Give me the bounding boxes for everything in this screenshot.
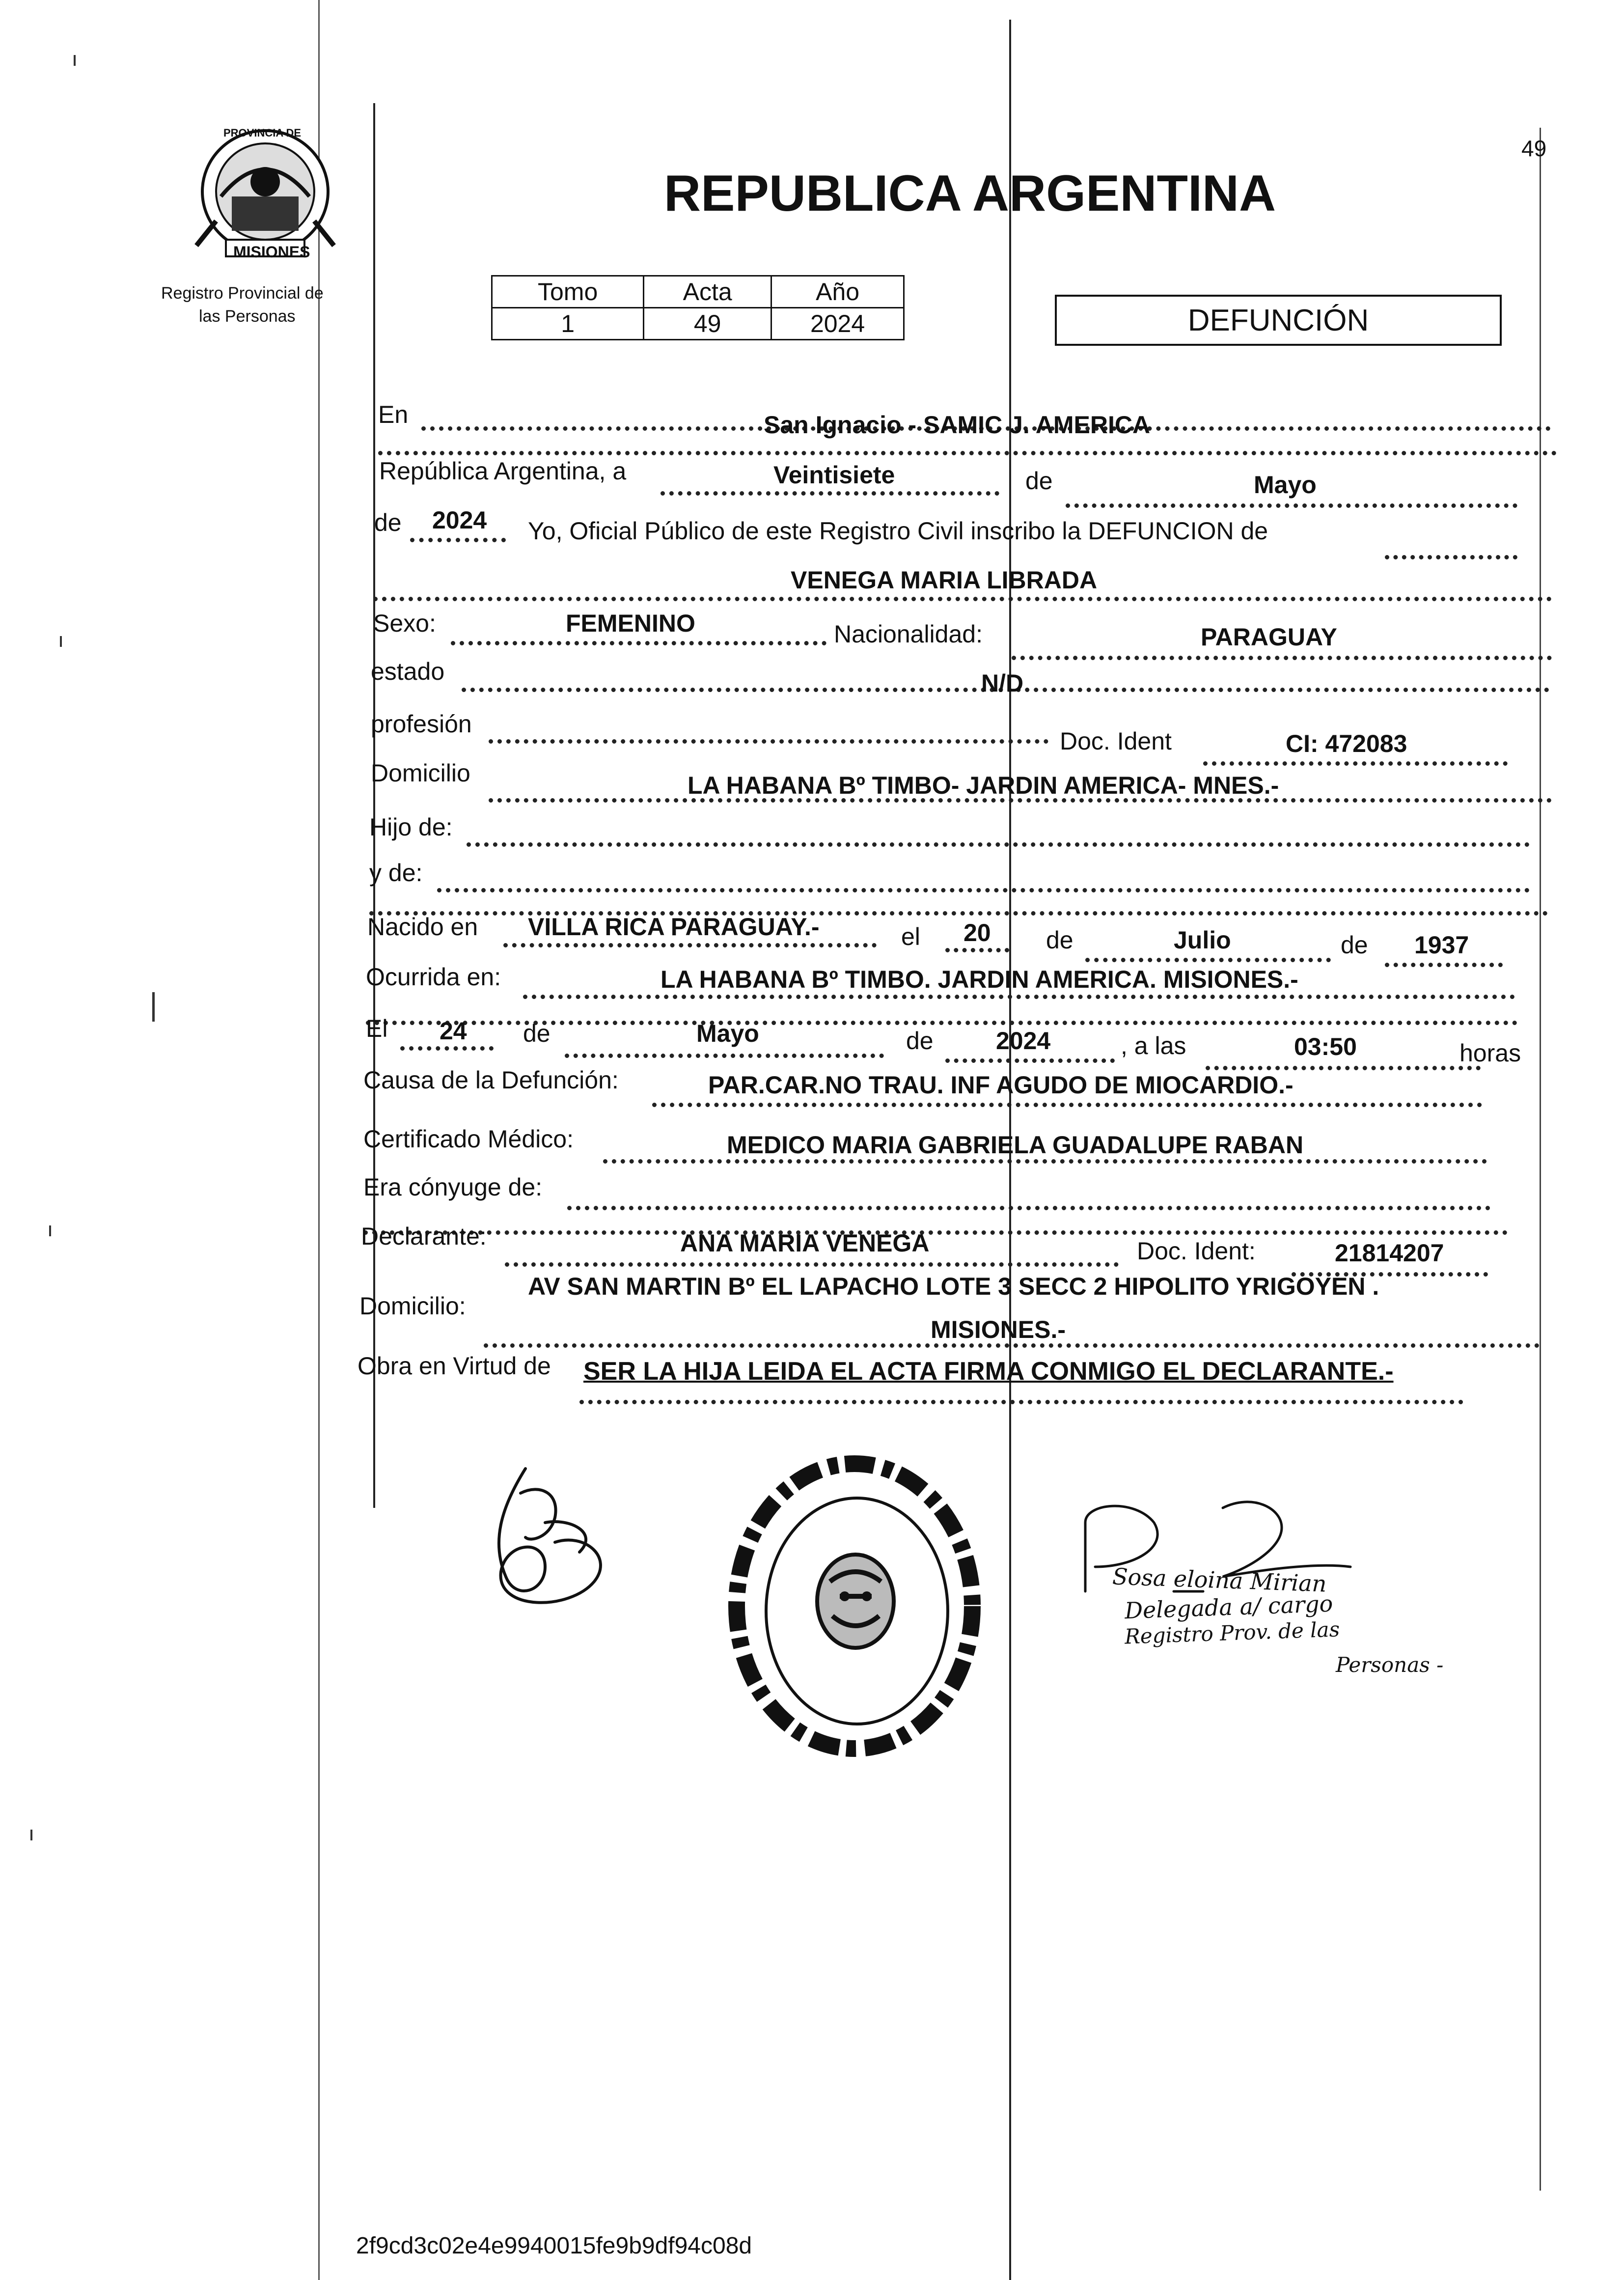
- label-causa: Causa de la Defunción:: [363, 1066, 619, 1094]
- label-domicilio-2: Domicilio:: [359, 1292, 466, 1320]
- header-anio: Año: [771, 276, 904, 308]
- value-nacido-lugar: VILLA RICA PARAGUAY.-: [528, 913, 820, 941]
- scan-mark: [49, 1225, 51, 1236]
- label-de-5: de: [523, 1020, 551, 1047]
- label-a-las: , a las: [1121, 1032, 1186, 1059]
- label-hijo-de: Hijo de:: [369, 813, 453, 841]
- value-nacido-mes: Julio: [1174, 926, 1231, 954]
- label-el-2: El: [366, 1015, 388, 1042]
- label-nacido-en: Nacido en: [367, 913, 478, 941]
- header-tomo: Tomo: [492, 276, 644, 308]
- dots-doc: [1203, 761, 1508, 766]
- scan-mark: [30, 1830, 32, 1840]
- dots-sexo: [451, 641, 826, 645]
- label-de-1: de: [1025, 467, 1053, 495]
- scan-mark: [152, 992, 155, 1022]
- label-obra: Obra en Virtud de: [358, 1352, 551, 1380]
- dots-fall-dia: [400, 1046, 494, 1051]
- value-hora: 03:50: [1294, 1033, 1357, 1060]
- value-declarante: ANA MARIA VENEGA: [680, 1229, 930, 1257]
- dots-yo-tail: [1385, 555, 1517, 559]
- label-doc-ident: Doc. Ident: [1060, 727, 1172, 755]
- dots-nacido-dia: [945, 948, 1009, 952]
- label-y-de: y de:: [369, 859, 423, 887]
- value-anio: 2024: [432, 506, 487, 534]
- label-horas: horas: [1459, 1039, 1521, 1067]
- value-declarante-doc: 21814207: [1335, 1239, 1444, 1267]
- label-certificado: Certificado Médico:: [363, 1125, 574, 1153]
- dots-declarante: [505, 1262, 1119, 1267]
- label-sexo: Sexo:: [373, 610, 436, 637]
- seal-label-top: PROVINCIA DE: [223, 127, 302, 139]
- value-anio: 2024: [771, 308, 904, 340]
- registry-name-line2: las Personas: [199, 307, 296, 326]
- value-fall-anio: 2024: [996, 1027, 1051, 1055]
- label-domicilio: Domicilio: [371, 759, 470, 787]
- value-domicilio2-line1: AV SAN MARTIN Bº EL LAPACHO LOTE 3 SECC 2 HIPOLITO YRIGOYEN .: [528, 1273, 1379, 1300]
- value-nacionalidad: PARAGUAY: [1201, 623, 1337, 651]
- scan-mark: [74, 55, 76, 66]
- dots-hora: [1206, 1066, 1481, 1070]
- label-el-1: el: [901, 923, 920, 950]
- province-seal: [187, 123, 344, 260]
- value-nombre: VENEGA MARIA LIBRADA: [791, 566, 1098, 594]
- value-tomo: 1: [492, 308, 644, 340]
- label-declarante: Declarante:: [361, 1223, 487, 1250]
- record-table-values: [492, 308, 904, 340]
- value-mes: Mayo: [1254, 471, 1317, 499]
- label-estado: estado: [371, 658, 445, 685]
- official-note-line2: Delegada a/ cargo: [1124, 1590, 1334, 1624]
- record-table-header: [492, 276, 904, 308]
- value-acta: 49: [644, 308, 771, 340]
- value-fall-dia: 24: [440, 1017, 467, 1045]
- left-margin-line: [318, 0, 320, 2280]
- document-hash: 2f9cd3c02e4e9940015fe9b9df94c08d: [356, 2233, 752, 2259]
- value-causa: PAR.CAR.NO TRAU. INF AGUDO DE MIOCARDIO.-: [708, 1071, 1294, 1099]
- dots-y-de: [437, 888, 1530, 892]
- label-de-2: de: [374, 509, 402, 536]
- dots-profesion: [489, 739, 1048, 744]
- dots-hijo-de: [467, 842, 1530, 847]
- dots-dia: [661, 491, 999, 496]
- official-note-line1: Sosa eloina Mirian: [1112, 1563, 1327, 1597]
- label-republica: República Argentina, a: [379, 457, 627, 485]
- dots-fall-anio: [945, 1058, 1115, 1063]
- value-domicilio2-line2: MISIONES.-: [931, 1316, 1066, 1343]
- dots-certificado: [603, 1159, 1487, 1164]
- label-de-4: de: [1341, 931, 1368, 959]
- dots-anio: [410, 538, 506, 542]
- scan-mark: [60, 636, 62, 647]
- label-conyuge: Era cónyuge de:: [363, 1173, 543, 1201]
- dots-mes: [1066, 503, 1517, 508]
- dots-nacionalidad: [1012, 656, 1552, 660]
- value-ocurrida: LA HABANA Bº TIMBO. JARDIN AMERICA. MISIONES.-: [661, 966, 1298, 993]
- value-doc: CI: 472083: [1286, 730, 1407, 757]
- value-lugar: San Ignacio - SAMIC J. AMERICA: [764, 411, 1151, 439]
- value-fall-mes: Mayo: [696, 1020, 759, 1047]
- label-en: En: [378, 401, 409, 428]
- label-de-6: de: [906, 1027, 934, 1055]
- label-ocurrida-en: Ocurrida en:: [366, 963, 501, 991]
- declarant-signature: [471, 1464, 619, 1631]
- page-right-border: [1540, 128, 1541, 2191]
- value-dia-letras: Veintisiete: [773, 461, 895, 489]
- dots-fall-mes: [565, 1054, 884, 1058]
- dots-conyuge: [567, 1206, 1490, 1210]
- official-stamp: [727, 1454, 982, 1758]
- official-note-line3: Registro Prov. de las: [1124, 1617, 1340, 1649]
- page-title: REPUBLICA ARGENTINA: [664, 165, 1276, 222]
- dots-lugar-tail: [378, 451, 1557, 455]
- dots-domicilio2: [484, 1343, 1540, 1348]
- value-domicilio: LA HABANA Bº TIMBO- JARDIN AMERICA- MNES.-: [688, 772, 1279, 799]
- doc-type-box: [1055, 295, 1502, 346]
- record-table: [491, 275, 905, 340]
- seal-label-bottom: MISIONES: [233, 243, 310, 261]
- official-note-line4: Personas -: [1336, 1653, 1444, 1677]
- registry-name-line1: Registro Provincial de: [161, 284, 324, 303]
- label-profesion: profesión: [371, 710, 472, 738]
- value-obra: SER LA HIJA LEIDA EL ACTA FIRMA CONMIGO EL DECLARANTE.-: [583, 1357, 1394, 1386]
- label-nacionalidad: Nacionalidad:: [834, 620, 983, 648]
- dots-nombre: [373, 597, 1552, 601]
- dots-ocurrida: [523, 995, 1515, 999]
- dots-nacido-lugar: [503, 943, 877, 947]
- dots-obra: [579, 1400, 1463, 1404]
- label-de-3: de: [1046, 926, 1073, 954]
- dots-nacido-mes: [1085, 958, 1331, 962]
- value-sexo: FEMENINO: [566, 610, 695, 637]
- value-certificado: MEDICO MARIA GABRIELA GUADALUPE RABAN: [727, 1131, 1304, 1159]
- doc-type: DEFUNCIÓN: [1187, 303, 1369, 337]
- dots-nacido-anio: [1385, 963, 1503, 967]
- value-nacido-anio: 1937: [1414, 931, 1469, 959]
- value-estado: N/D: [981, 669, 1024, 697]
- dots-conyuge-tail: [363, 1230, 1508, 1235]
- page-number: 49: [1521, 136, 1547, 161]
- label-doc-ident-2: Doc. Ident:: [1137, 1237, 1256, 1265]
- value-nacido-dia: 20: [963, 919, 991, 946]
- dots-causa: [652, 1103, 1482, 1107]
- label-yo-text: Yo, Oficial Público de este Registro Civil inscribo la DEFUNCION de: [528, 517, 1268, 545]
- header-acta: Acta: [644, 276, 771, 308]
